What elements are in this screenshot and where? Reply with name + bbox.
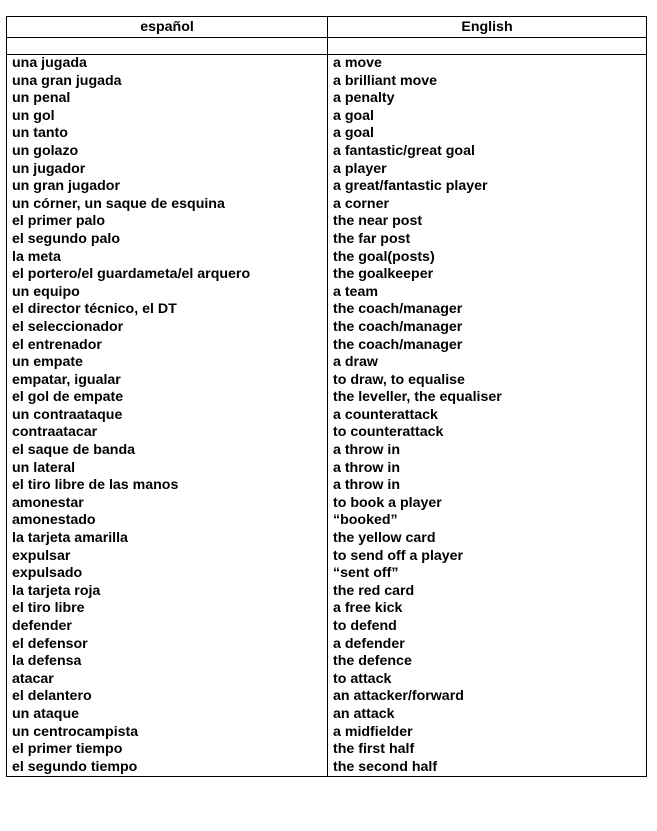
- english-term: the goal(posts): [328, 249, 647, 267]
- table-row: [7, 565, 647, 583]
- spanish-term: amonestado: [7, 512, 328, 530]
- table-row: [7, 583, 647, 601]
- table-row: [7, 90, 647, 108]
- spanish-term: defender: [7, 618, 328, 636]
- spanish-term: el segundo tiempo: [7, 759, 328, 777]
- spanish-term: el primer tiempo: [7, 741, 328, 759]
- spanish-term: una gran jugada: [7, 73, 328, 91]
- english-term: the goalkeeper: [328, 266, 647, 284]
- table-row: [7, 372, 647, 390]
- table-row: [7, 178, 647, 196]
- english-term: to attack: [328, 671, 647, 689]
- english-term: the coach/manager: [328, 319, 647, 337]
- spanish-term: la tarjeta amarilla: [7, 530, 328, 548]
- english-term: the coach/manager: [328, 337, 647, 355]
- english-term: a fantastic/great goal: [328, 143, 647, 161]
- table-row: [7, 55, 647, 73]
- spanish-term: un ataque: [7, 706, 328, 724]
- english-term: the coach/manager: [328, 301, 647, 319]
- table-row: [7, 249, 647, 267]
- spanish-term: un penal: [7, 90, 328, 108]
- table-row: [7, 618, 647, 636]
- english-term: a player: [328, 161, 647, 179]
- english-term: a counterattack: [328, 407, 647, 425]
- spanish-term: el defensor: [7, 636, 328, 654]
- spacer-cell: [328, 38, 647, 55]
- spanish-term: la defensa: [7, 653, 328, 671]
- table-row: [7, 600, 647, 618]
- english-term: the first half: [328, 741, 647, 759]
- spanish-term: un jugador: [7, 161, 328, 179]
- english-term: a move: [328, 55, 647, 73]
- spanish-term: el tiro libre de las manos: [7, 477, 328, 495]
- table-row: [7, 653, 647, 671]
- table-row: [7, 301, 647, 319]
- english-term: a great/fantastic player: [328, 178, 647, 196]
- table-row: [7, 724, 647, 742]
- spanish-term: la meta: [7, 249, 328, 267]
- spanish-term: atacar: [7, 671, 328, 689]
- vocabulary-table: [6, 16, 647, 777]
- spacer-cell: [7, 38, 328, 55]
- spanish-term: un golazo: [7, 143, 328, 161]
- spanish-term: el delantero: [7, 688, 328, 706]
- header-spanish: español: [7, 17, 328, 38]
- table-row: [7, 108, 647, 126]
- table-row: [7, 530, 647, 548]
- table-row: [7, 196, 647, 214]
- english-term: “sent off”: [328, 565, 647, 583]
- table-row: [7, 407, 647, 425]
- english-term: the near post: [328, 213, 647, 231]
- table-row: [7, 231, 647, 249]
- spanish-term: empatar, igualar: [7, 372, 328, 390]
- english-term: to defend: [328, 618, 647, 636]
- english-term: the far post: [328, 231, 647, 249]
- english-term: a penalty: [328, 90, 647, 108]
- spanish-term: amonestar: [7, 495, 328, 513]
- spanish-term: el gol de empate: [7, 389, 328, 407]
- spanish-term: un equipo: [7, 284, 328, 302]
- table-row: [7, 354, 647, 372]
- english-term: a throw in: [328, 477, 647, 495]
- english-term: a draw: [328, 354, 647, 372]
- spanish-term: un centrocampista: [7, 724, 328, 742]
- table-row: [7, 460, 647, 478]
- spanish-term: un lateral: [7, 460, 328, 478]
- spanish-term: el entrenador: [7, 337, 328, 355]
- table-row: [7, 636, 647, 654]
- spanish-term: el seleccionador: [7, 319, 328, 337]
- table-row: [7, 319, 647, 337]
- table-row: [7, 548, 647, 566]
- english-term: the leveller, the equaliser: [328, 389, 647, 407]
- english-term: to draw, to equalise: [328, 372, 647, 390]
- table-row: [7, 688, 647, 706]
- spanish-term: el primer palo: [7, 213, 328, 231]
- spanish-term: un empate: [7, 354, 328, 372]
- table-row: [7, 442, 647, 460]
- table-row: [7, 512, 647, 530]
- english-term: an attacker/forward: [328, 688, 647, 706]
- spanish-term: un tanto: [7, 125, 328, 143]
- english-term: the yellow card: [328, 530, 647, 548]
- english-term: to book a player: [328, 495, 647, 513]
- table-row: [7, 495, 647, 513]
- english-term: “booked”: [328, 512, 647, 530]
- spanish-term: un gol: [7, 108, 328, 126]
- english-term: a defender: [328, 636, 647, 654]
- english-term: the second half: [328, 759, 647, 777]
- header-row: [7, 17, 647, 38]
- spanish-term: contraatacar: [7, 424, 328, 442]
- spacer-row: [7, 38, 647, 55]
- english-term: a throw in: [328, 442, 647, 460]
- table-row: [7, 337, 647, 355]
- english-term: the defence: [328, 653, 647, 671]
- english-term: to send off a player: [328, 548, 647, 566]
- table-row: [7, 125, 647, 143]
- english-term: a brilliant move: [328, 73, 647, 91]
- table-row: [7, 671, 647, 689]
- english-term: a goal: [328, 108, 647, 126]
- table-row: [7, 73, 647, 91]
- header-english: English: [328, 17, 647, 38]
- table-row: [7, 741, 647, 759]
- table-row: [7, 389, 647, 407]
- table-row: [7, 143, 647, 161]
- spanish-term: expulsado: [7, 565, 328, 583]
- english-term: a goal: [328, 125, 647, 143]
- table-row: [7, 759, 647, 777]
- table-row: [7, 424, 647, 442]
- spanish-term: la tarjeta roja: [7, 583, 328, 601]
- table-row: [7, 477, 647, 495]
- spanish-term: el director técnico, el DT: [7, 301, 328, 319]
- english-term: to counterattack: [328, 424, 647, 442]
- english-term: a midfielder: [328, 724, 647, 742]
- table-row: [7, 161, 647, 179]
- spanish-term: el tiro libre: [7, 600, 328, 618]
- spanish-term: el saque de banda: [7, 442, 328, 460]
- spanish-term: una jugada: [7, 55, 328, 73]
- spanish-term: un gran jugador: [7, 178, 328, 196]
- english-term: a corner: [328, 196, 647, 214]
- english-term: an attack: [328, 706, 647, 724]
- spanish-term: el portero/el guardameta/el arquero: [7, 266, 328, 284]
- english-term: a team: [328, 284, 647, 302]
- table-row: [7, 706, 647, 724]
- english-term: a throw in: [328, 460, 647, 478]
- spanish-term: un córner, un saque de esquina: [7, 196, 328, 214]
- table-row: [7, 213, 647, 231]
- table-row: [7, 284, 647, 302]
- table-row: [7, 266, 647, 284]
- spanish-term: expulsar: [7, 548, 328, 566]
- english-term: a free kick: [328, 600, 647, 618]
- spanish-term: el segundo palo: [7, 231, 328, 249]
- english-term: the red card: [328, 583, 647, 601]
- spanish-term: un contraataque: [7, 407, 328, 425]
